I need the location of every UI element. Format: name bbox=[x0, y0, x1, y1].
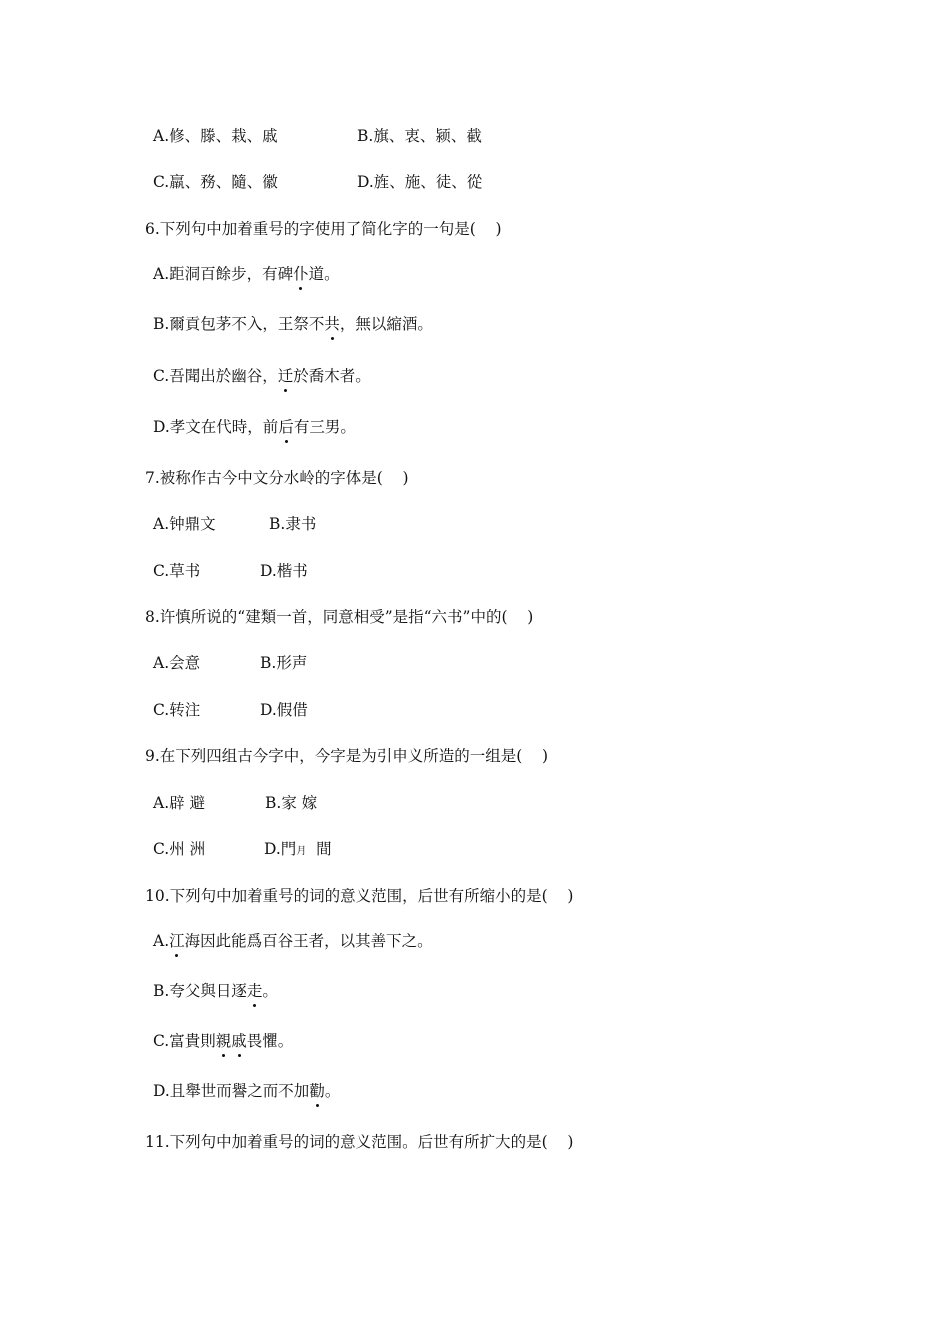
q8-option-c: C.转注 bbox=[153, 701, 201, 719]
emphasis-mark: 后 bbox=[278, 418, 294, 436]
q6-option-b: B.爾貢包茅不入，王祭不共，無以縮酒。 bbox=[153, 315, 433, 333]
q9-stem: 9.在下列四组古今字中，今字是为引申义所造的一组是( ) bbox=[145, 747, 549, 765]
q9-option-c: C.州 洲 bbox=[153, 840, 206, 858]
q8-option-b: B.形声 bbox=[260, 654, 308, 672]
emphasis-mark: 共 bbox=[324, 315, 340, 333]
q7-option-a: A.钟鼎文 bbox=[153, 515, 216, 533]
q9-option-a: A.辟 避 bbox=[153, 794, 206, 812]
emphasis-mark: 江 bbox=[169, 932, 185, 950]
q10-option-a: A.江海因此能爲百谷王者，以其善下之。 bbox=[153, 932, 433, 950]
q5-option-d: D.旌、施、徒、從 bbox=[357, 173, 483, 191]
q5-option-b: B.旗、衷、颍、截 bbox=[357, 127, 482, 145]
emphasis-mark: 迁 bbox=[277, 367, 294, 385]
emphasis-mark: 親 bbox=[215, 1032, 232, 1050]
q7-option-c: C.草书 bbox=[153, 562, 201, 580]
emphasis-mark: 戚 bbox=[231, 1032, 247, 1050]
q8-stem: 8.许慎所说的“建類一首，同意相受”是指“六书”中的( ) bbox=[145, 608, 534, 626]
q10-option-d: D.且舉世而譽之而不加勸。 bbox=[153, 1082, 341, 1100]
emphasis-mark: 仆 bbox=[293, 265, 309, 283]
q6-option-c: C.吾聞出於幽谷，迁於喬木者。 bbox=[153, 367, 371, 385]
q6-stem: 6.下列句中加着重号的字使用了简化字的一句是( ) bbox=[145, 220, 502, 238]
q5-option-c: C.羸、務、隨、徽 bbox=[153, 173, 278, 191]
q7-option-d: D.楷书 bbox=[260, 562, 308, 580]
q6-option-d: D.孝文在代時，前后有三男。 bbox=[153, 418, 356, 436]
q9-option-d: D.門月 間 bbox=[264, 840, 332, 858]
q10-stem: 10.下列句中加着重号的词的意义范围，后世有所缩小的是( ) bbox=[145, 887, 574, 905]
q5-option-a: A.修、滕、栽、戚 bbox=[153, 127, 278, 145]
q8-option-d: D.假借 bbox=[260, 701, 308, 719]
emphasis-mark: 勸 bbox=[309, 1082, 325, 1100]
q10-option-c: C.富貴則親戚畏懼。 bbox=[153, 1032, 294, 1050]
q10-option-b: B.夸父與日逐走。 bbox=[153, 982, 278, 1000]
q8-option-a: A.会意 bbox=[153, 654, 201, 672]
q7-option-b: B.隶书 bbox=[269, 515, 317, 533]
q6-option-a: A.距洞百餘步，有碑仆道。 bbox=[153, 265, 340, 283]
emphasis-mark: 走 bbox=[246, 982, 263, 1000]
q9-option-b: B.家 嫁 bbox=[265, 794, 318, 812]
q11-stem: 11.下列句中加着重号的词的意义范围。后世有所扩大的是( ) bbox=[145, 1133, 574, 1151]
q7-stem: 7.被称作古今中文分水岭的字体是( ) bbox=[145, 469, 409, 487]
